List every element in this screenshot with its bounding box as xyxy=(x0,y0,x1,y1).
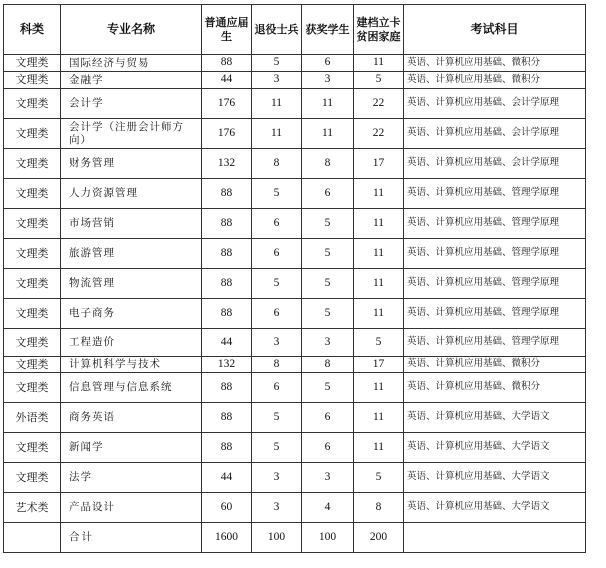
exam-subjects-cell: 英语、计算机应用基础、管理学原理 xyxy=(404,209,586,239)
table-row xyxy=(4,269,586,299)
veteran-count-cell: 6 xyxy=(252,239,302,269)
exam-subjects-cell: 英语、计算机应用基础、会计学原理 xyxy=(404,149,586,179)
award-count-cell: 6 xyxy=(302,179,354,209)
exam-subjects-cell: 英语、计算机应用基础、管理学原理 xyxy=(404,239,586,269)
category-cell: 文理类 xyxy=(4,209,61,239)
exam-subjects-cell: 英语、计算机应用基础、会计学原理 xyxy=(404,119,586,149)
category-cell: 文理类 xyxy=(4,89,61,119)
category-cell: 文理类 xyxy=(4,239,61,269)
award-count-cell: 11 xyxy=(302,119,354,149)
exam-subjects-cell: 英语、计算机应用基础、微积分 xyxy=(404,55,586,72)
major-cell: 会计学 xyxy=(61,89,202,119)
major-cell: 产品设计 xyxy=(61,493,202,523)
table-row xyxy=(4,493,586,523)
award-count-cell: 5 xyxy=(302,299,354,329)
table-row xyxy=(4,357,586,373)
exam-subjects-cell: 英语、计算机应用基础、会计学原理 xyxy=(404,89,586,119)
exam-subjects-cell: 英语、计算机应用基础、管理学原理 xyxy=(404,269,586,299)
poor-family-count-cell: 22 xyxy=(354,119,404,149)
veteran-count-cell: 8 xyxy=(252,149,302,179)
veteran-count-cell: 3 xyxy=(252,493,302,523)
award-count-cell: 6 xyxy=(302,433,354,463)
table-row xyxy=(4,149,586,179)
veteran-count-cell: 5 xyxy=(252,403,302,433)
total-label: 合计 xyxy=(61,523,202,553)
award-count-cell: 5 xyxy=(302,373,354,403)
regular-count-cell: 88 xyxy=(202,299,252,329)
regular-count-cell: 88 xyxy=(202,373,252,403)
exam-subjects-cell: 英语、计算机应用基础、大学语文 xyxy=(404,433,586,463)
major-cell: 国际经济与贸易 xyxy=(61,55,202,72)
regular-count-cell: 88 xyxy=(202,209,252,239)
category-cell: 艺术类 xyxy=(4,493,61,523)
table-body xyxy=(4,55,586,553)
regular-count-cell: 88 xyxy=(202,179,252,209)
poor-family-count-cell: 22 xyxy=(354,89,404,119)
major-cell: 计算机科学与技术 xyxy=(61,357,202,373)
major-cell: 人力资源管理 xyxy=(61,179,202,209)
table-row xyxy=(4,239,586,269)
poor-family-count-cell: 11 xyxy=(354,433,404,463)
major-cell: 财务管理 xyxy=(61,149,202,179)
award-count-cell: 5 xyxy=(302,269,354,299)
table-row xyxy=(4,89,586,119)
veteran-count-cell: 3 xyxy=(252,72,302,89)
category-cell: 文理类 xyxy=(4,329,61,357)
header-award: 获奖学生 xyxy=(302,5,354,55)
header-row xyxy=(4,5,586,55)
major-cell: 物流管理 xyxy=(61,269,202,299)
veteran-count-cell: 6 xyxy=(252,209,302,239)
admission-plan-sheet xyxy=(3,4,586,553)
veteran-count-cell: 3 xyxy=(252,329,302,357)
major-cell: 市场营销 xyxy=(61,209,202,239)
veteran-count-cell: 6 xyxy=(252,299,302,329)
major-cell: 会计学（注册会计师方向） xyxy=(61,119,202,149)
regular-count-cell: 44 xyxy=(202,329,252,357)
veteran-count-cell: 3 xyxy=(252,463,302,493)
table-row xyxy=(4,299,586,329)
header-veteran: 退役士兵 xyxy=(252,5,302,55)
regular-count-cell: 88 xyxy=(202,433,252,463)
veteran-count-cell: 11 xyxy=(252,119,302,149)
poor-family-count-cell: 11 xyxy=(354,403,404,433)
award-count-cell: 8 xyxy=(302,357,354,373)
major-cell: 金融学 xyxy=(61,72,202,89)
regular-count-cell: 60 xyxy=(202,493,252,523)
poor-family-count-cell: 5 xyxy=(354,72,404,89)
major-cell: 旅游管理 xyxy=(61,239,202,269)
total-veteran: 100 xyxy=(252,523,302,553)
table-row xyxy=(4,329,586,357)
table-row xyxy=(4,72,586,89)
poor-family-count-cell: 11 xyxy=(354,299,404,329)
regular-count-cell: 88 xyxy=(202,269,252,299)
exam-subjects-cell: 英语、计算机应用基础、微积分 xyxy=(404,357,586,373)
table-row xyxy=(4,373,586,403)
veteran-count-cell: 6 xyxy=(252,373,302,403)
award-count-cell: 5 xyxy=(302,209,354,239)
total-poor: 200 xyxy=(354,523,404,553)
regular-count-cell: 44 xyxy=(202,72,252,89)
regular-count-cell: 88 xyxy=(202,403,252,433)
header-major: 专业名称 xyxy=(61,5,202,55)
header-subjects: 考试科目 xyxy=(404,5,586,55)
table-row xyxy=(4,463,586,493)
table-row xyxy=(4,55,586,72)
veteran-count-cell: 11 xyxy=(252,89,302,119)
category-cell: 文理类 xyxy=(4,179,61,209)
poor-family-count-cell: 11 xyxy=(354,209,404,239)
category-cell: 文理类 xyxy=(4,269,61,299)
exam-subjects-cell: 英语、计算机应用基础、大学语文 xyxy=(404,463,586,493)
exam-subjects-cell: 英语、计算机应用基础、微积分 xyxy=(404,373,586,403)
award-count-cell: 11 xyxy=(302,89,354,119)
award-count-cell: 8 xyxy=(302,149,354,179)
major-cell: 法学 xyxy=(61,463,202,493)
veteran-count-cell: 8 xyxy=(252,357,302,373)
category-cell: 外语类 xyxy=(4,403,61,433)
category-cell: 文理类 xyxy=(4,55,61,72)
poor-family-count-cell: 11 xyxy=(354,239,404,269)
exam-subjects-cell: 英语、计算机应用基础、管理学原理 xyxy=(404,179,586,209)
table-row xyxy=(4,209,586,239)
table-row xyxy=(4,119,586,149)
veteran-count-cell: 5 xyxy=(252,269,302,299)
poor-family-count-cell: 11 xyxy=(354,269,404,299)
award-count-cell: 4 xyxy=(302,493,354,523)
major-cell: 信息管理与信息系统 xyxy=(61,373,202,403)
category-cell: 文理类 xyxy=(4,357,61,373)
admission-plan-table xyxy=(3,4,586,553)
exam-subjects-cell: 英语、计算机应用基础、大学语文 xyxy=(404,493,586,523)
regular-count-cell: 88 xyxy=(202,239,252,269)
regular-count-cell: 176 xyxy=(202,89,252,119)
table-row xyxy=(4,179,586,209)
total-award: 100 xyxy=(302,523,354,553)
total-row xyxy=(4,523,586,553)
header-category: 科类 xyxy=(4,5,61,55)
veteran-count-cell: 5 xyxy=(252,55,302,72)
header-poor: 建档立卡贫困家庭 xyxy=(354,5,404,55)
poor-family-count-cell: 5 xyxy=(354,463,404,493)
category-cell: 文理类 xyxy=(4,299,61,329)
poor-family-count-cell: 11 xyxy=(354,373,404,403)
category-cell: 文理类 xyxy=(4,463,61,493)
category-cell: 文理类 xyxy=(4,373,61,403)
award-count-cell: 3 xyxy=(302,329,354,357)
total-subjects-cell xyxy=(404,523,586,553)
exam-subjects-cell: 英语、计算机应用基础、微积分 xyxy=(404,72,586,89)
poor-family-count-cell: 11 xyxy=(354,179,404,209)
exam-subjects-cell: 英语、计算机应用基础、管理学原理 xyxy=(404,299,586,329)
veteran-count-cell: 5 xyxy=(252,179,302,209)
award-count-cell: 3 xyxy=(302,463,354,493)
category-cell: 文理类 xyxy=(4,433,61,463)
award-count-cell: 6 xyxy=(302,55,354,72)
major-cell: 新闻学 xyxy=(61,433,202,463)
table-row xyxy=(4,433,586,463)
poor-family-count-cell: 17 xyxy=(354,357,404,373)
regular-count-cell: 44 xyxy=(202,463,252,493)
category-cell: 文理类 xyxy=(4,119,61,149)
major-cell: 工程造价 xyxy=(61,329,202,357)
poor-family-count-cell: 17 xyxy=(354,149,404,179)
award-count-cell: 3 xyxy=(302,72,354,89)
poor-family-count-cell: 11 xyxy=(354,55,404,72)
award-count-cell: 6 xyxy=(302,403,354,433)
exam-subjects-cell: 英语、计算机应用基础、管理学原理 xyxy=(404,329,586,357)
regular-count-cell: 176 xyxy=(202,119,252,149)
exam-subjects-cell: 英语、计算机应用基础、大学语文 xyxy=(404,403,586,433)
regular-count-cell: 132 xyxy=(202,149,252,179)
major-cell: 电子商务 xyxy=(61,299,202,329)
table-row xyxy=(4,403,586,433)
category-cell: 文理类 xyxy=(4,72,61,89)
regular-count-cell: 132 xyxy=(202,357,252,373)
award-count-cell: 5 xyxy=(302,239,354,269)
poor-family-count-cell: 5 xyxy=(354,329,404,357)
total-category-cell xyxy=(4,523,61,553)
total-regular: 1600 xyxy=(202,523,252,553)
poor-family-count-cell: 8 xyxy=(354,493,404,523)
veteran-count-cell: 5 xyxy=(252,433,302,463)
header-regular: 普通应届生 xyxy=(202,5,252,55)
major-cell: 商务英语 xyxy=(61,403,202,433)
category-cell: 文理类 xyxy=(4,149,61,179)
regular-count-cell: 88 xyxy=(202,55,252,72)
